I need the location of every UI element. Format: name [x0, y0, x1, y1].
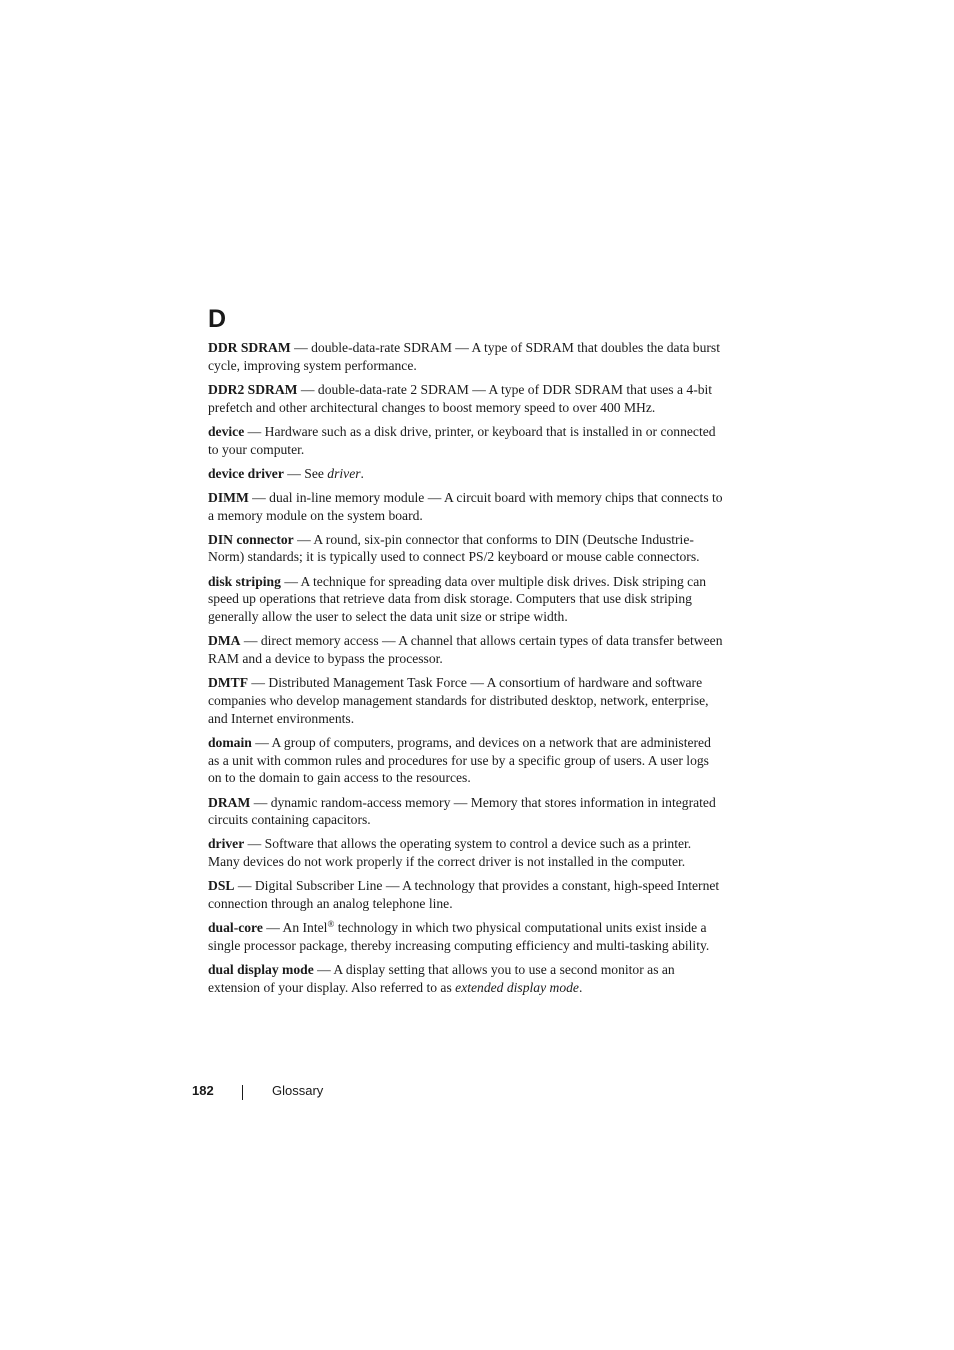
glossary-definition: — A technique for spreading data over multiple disk drives. Disk striping can speed up operations that retrieve data from disk storage. Computers that use disk striping generally allow the user to select the data unit size or stripe width. — [208, 573, 707, 625]
glossary-definition: — dynamic random-access memory — Memory that stores information in integrated circuits containing capacitors. — [208, 794, 716, 828]
glossary-entry-dram — [208, 794, 724, 830]
glossary-entry-device-driver — [208, 465, 724, 483]
glossary-definition: — An Intel — [262, 920, 328, 936]
footer-divider — [242, 1085, 243, 1100]
glossary-definition-end: . — [360, 465, 364, 481]
glossary-term: driver — [208, 836, 245, 852]
glossary-term: DSL — [208, 878, 235, 894]
cross-reference-extended-display-mode: extended display mode — [455, 979, 579, 995]
glossary-term: disk striping — [208, 573, 281, 589]
glossary-term: domain — [208, 734, 252, 750]
registered-trademark-mark: ® — [327, 919, 335, 930]
glossary-term: device driver — [208, 465, 284, 481]
glossary-definition: — dual in-line memory module — A circuit board with memory chips that connects to a memory module on the system board. — [208, 489, 723, 523]
section-letter-heading: D — [208, 305, 227, 333]
glossary-term: DIN connector — [208, 531, 294, 547]
glossary-entries — [208, 339, 724, 1003]
glossary-term: DDR SDRAM — [208, 340, 291, 355]
glossary-definition: — Hardware such as a disk drive, printer, or keyboard that is installed in or connected to your computer. — [208, 423, 716, 457]
glossary-definition: — A group of computers, programs, and devices on a network that are administered as a unit with common rules and procedures for use by a specific group of users. A user logs on to the domain to gain access to the resources. — [208, 734, 711, 786]
glossary-entry-disk-striping — [208, 573, 724, 626]
footer-section-title: Glossary — [272, 1083, 324, 1098]
glossary-term: DMA — [208, 633, 241, 649]
glossary-entry-dual-display-mode — [208, 961, 724, 997]
glossary-entry-ddr2-sdram — [208, 381, 724, 417]
glossary-definition: — double-data-rate 2 SDRAM — A type of DDR SDRAM that uses a 4-bit prefetch and other architectural changes to boost memory speed to over 400 MHz. — [208, 381, 713, 415]
glossary-definition-end: . — [578, 979, 583, 995]
page-number: 182 — [192, 1083, 214, 1098]
glossary-definition: — A round, six-pin connector that conforms to DIN (Deutsche Industrie-Norm) standards; it is typically used to connect PS/2 keyboard or mouse cable connectors. — [208, 531, 700, 565]
glossary-entry-din-connector — [208, 531, 724, 567]
glossary-entry-dsl — [208, 877, 724, 913]
glossary-term: device — [208, 423, 245, 439]
glossary-term: DRAM — [208, 794, 251, 810]
page-footer — [0, 1083, 954, 1103]
glossary-entry-dual-core — [208, 919, 724, 955]
glossary-entry-domain — [208, 734, 724, 787]
glossary-term: dual display mode — [208, 962, 314, 978]
glossary-entry-dma — [208, 632, 724, 668]
glossary-term: dual-core — [208, 920, 263, 936]
glossary-entry-device — [208, 423, 724, 459]
glossary-definition-end: technology in which two physical computational units exist inside a single processor package, thereby increasing computing efficiency and multi-tasking ability. — [208, 920, 710, 953]
glossary-definition: — direct memory access — A channel that allows certain types of data transfer between RAM and a device to bypass the processor. — [208, 633, 723, 667]
glossary-entry-dimm — [208, 489, 724, 525]
glossary-entry-driver — [208, 835, 724, 871]
glossary-definition: — See — [283, 465, 328, 481]
glossary-definition: — A display setting that allows you to use a second monitor as an extension of your display. Also referred to as — [208, 962, 675, 995]
glossary-definition: — Digital Subscriber Line — A technology that provides a constant, high-speed Internet connection through an analog telephone line. — [208, 878, 720, 912]
glossary-term: DIMM — [208, 489, 249, 505]
cross-reference-driver: driver — [327, 465, 361, 481]
glossary-entry-ddr-sdram — [208, 339, 724, 375]
glossary-term: DMTF — [208, 675, 249, 691]
glossary-entry-dmtf — [208, 674, 724, 727]
glossary-definition: — Software that allows the operating system to control a device such as a printer. Many devices do not work properly if the correct driver is not installed in the computer. — [208, 836, 692, 870]
glossary-definition: — double-data-rate SDRAM — A type of SDRAM that doubles the data burst cycle, improving system performance. — [208, 340, 720, 373]
glossary-definition: — Distributed Management Task Force — A consortium of hardware and software companies who develop management standards for distributed desktop, network, enterprise, and Internet environments. — [208, 675, 709, 726]
glossary-term: DDR2 SDRAM — [208, 381, 298, 397]
